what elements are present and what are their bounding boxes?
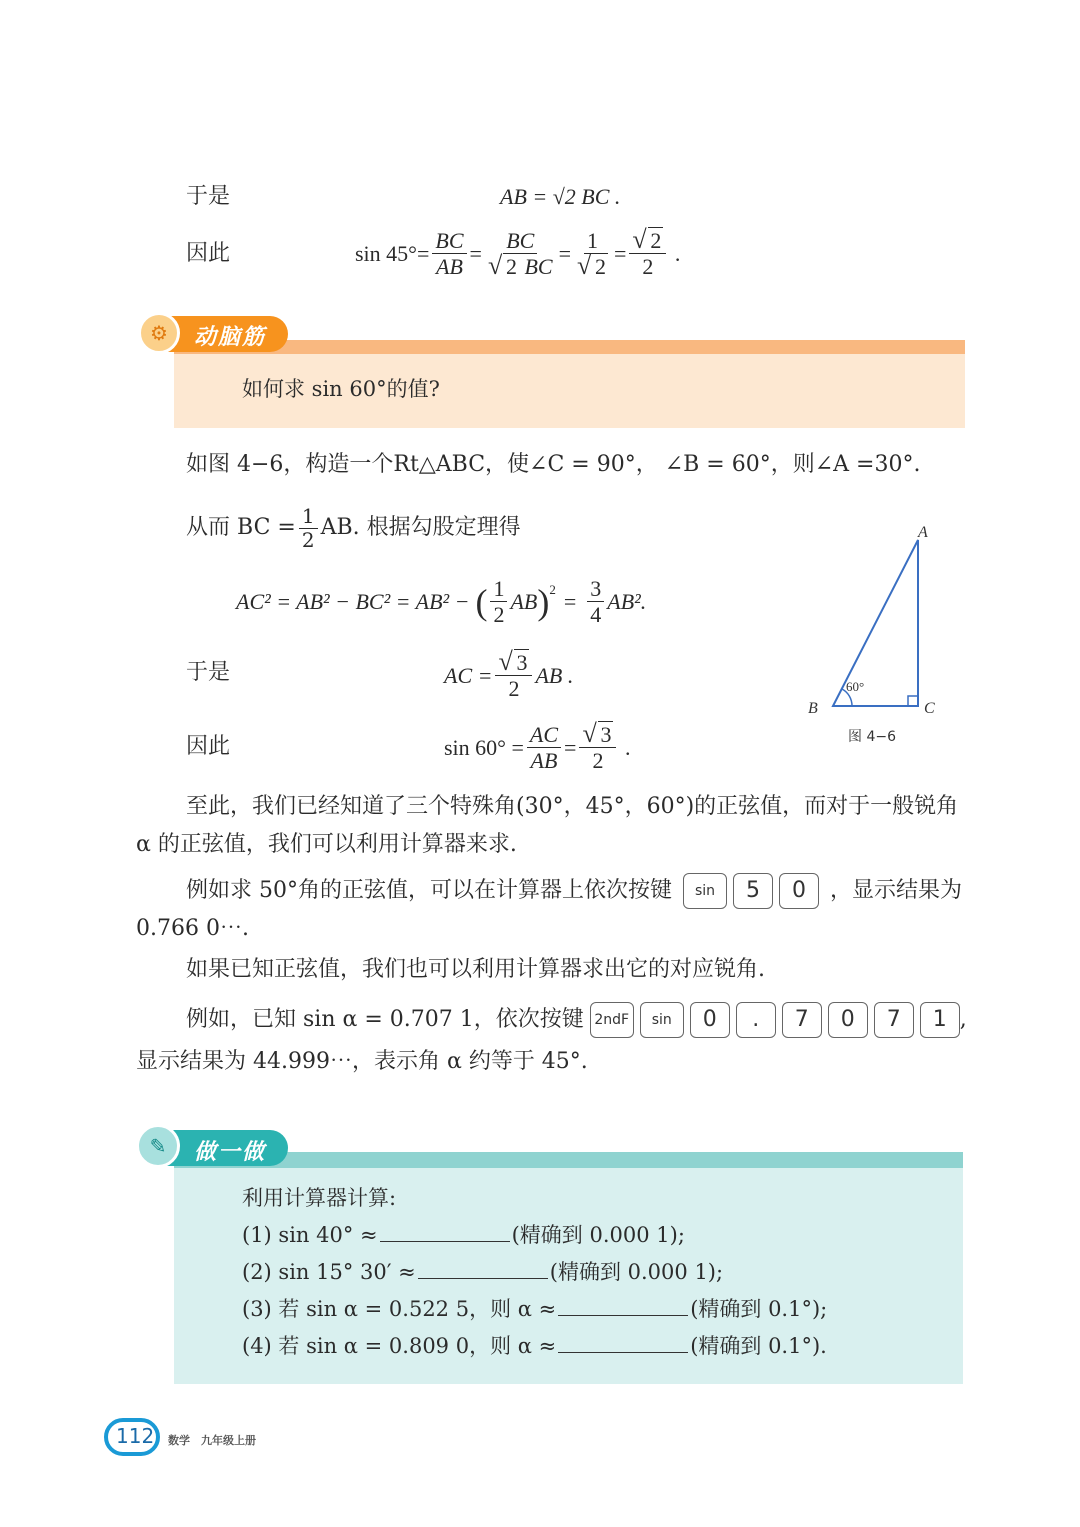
label-yinci-1: 因此 bbox=[186, 241, 231, 266]
book-title: 数学 九年级上册 bbox=[168, 1434, 256, 1447]
frac-3-4: $\frac{3}{4}$ bbox=[587, 576, 604, 628]
frac-num: 1 bbox=[584, 228, 601, 254]
frac-den: 2 bbox=[642, 254, 654, 280]
frac-half: $\frac{1}{2}$ bbox=[299, 505, 318, 552]
think-question: 如何求 sin 60°的值? bbox=[242, 377, 440, 401]
paragraph-construct: 如图 4−6，构造一个Rt△ABC，使∠C = 90°， ∠B = 60°，则∠A =30°. bbox=[186, 452, 921, 477]
think-title: 动脑筋 bbox=[194, 325, 267, 350]
paragraph-arcsin-example: 例如，已知 sin α = 0.707 1，依次按键 2ndF sin 0 . 7 0 7 1 , bbox=[186, 1002, 967, 1038]
key-sequence-2 bbox=[590, 1002, 960, 1038]
frac-sqrt2-2 bbox=[629, 228, 666, 280]
hand-icon: ✎ bbox=[136, 1124, 180, 1168]
calculator-key-7: 7 bbox=[782, 1002, 822, 1038]
frac-ac-ab: $\frac{AC}{AB}$ bbox=[527, 722, 561, 774]
answer-blank bbox=[558, 1297, 688, 1316]
formula-ac-eq: AC = √ $\frac{3}{2}$ AB . bbox=[444, 650, 573, 702]
sin45-lhs: sin 45°= bbox=[355, 240, 430, 266]
try-box-header-strip bbox=[174, 1152, 963, 1168]
exercise-item bbox=[242, 1297, 827, 1334]
exercise-precision: (精确到 0.1°). bbox=[690, 1334, 827, 1358]
sqrt-symbol: √ 2 bbox=[488, 254, 519, 279]
formula-sin60: sin 60° = $\frac{AC}{AB}$ = √ $\frac{3}{2}$ . bbox=[444, 722, 630, 774]
formula-ac-squared: AC² = AB² − BC² = AB² − ( $\frac{1}{2}$ AB ) $^2$ = $\frac{3}{4}$ AB². bbox=[236, 576, 647, 628]
formula-ab-sqrt2-bc: AB = √2 BC . bbox=[500, 184, 621, 209]
paragraph-bc-half: 从而 BC = $\frac{1}{2}$ AB. 根据勾股定理得 bbox=[186, 504, 521, 552]
answer-blank bbox=[380, 1223, 510, 1242]
try-intro: 利用计算器计算: bbox=[242, 1186, 397, 1210]
exercise-item bbox=[242, 1334, 827, 1371]
label-yushi-2: 于是 bbox=[186, 660, 231, 685]
exercise-precision: (精确到 0.000 1); bbox=[511, 1223, 685, 1247]
frac-sqrt3-2: √ $\frac{3}{2}$ bbox=[495, 650, 532, 702]
key-sequence-1 bbox=[683, 873, 819, 909]
try-list bbox=[242, 1223, 827, 1371]
calculator-key-0: 0 bbox=[690, 1002, 730, 1038]
answer-blank bbox=[418, 1260, 548, 1279]
exercise-prompt: (2) sin 15° 30′ ≈ bbox=[242, 1260, 416, 1284]
right-angle-mark bbox=[908, 696, 918, 706]
frac-num bbox=[629, 228, 666, 254]
calculator-key-0: 0 bbox=[779, 873, 819, 909]
label-a: A bbox=[918, 524, 928, 541]
angle-label: 60° bbox=[846, 679, 865, 694]
calculator-key-0: 0 bbox=[828, 1002, 868, 1038]
paragraph-special-angles: 至此，我们已经知道了三个特殊角(30°，45°，60°)的正弦值，而对于一般锐角 α 的正弦值，我们可以利用计算器来求. bbox=[136, 794, 959, 857]
frac-sqrt3-2: √ $\frac{3}{2}$ bbox=[579, 722, 616, 774]
calculator-key-sin: sin bbox=[640, 1002, 684, 1038]
exercise-precision: (精确到 0.000 1); bbox=[549, 1260, 724, 1284]
formula-sin45: sin 45°= $\frac{BC}{AB}$ = BC √ 2 BC = 1 √ 2 = √ $\frac{2}{2}$ . bbox=[355, 228, 680, 280]
exercise-prompt: (3) 若 sin α = 0.522 5，则 α ≈ bbox=[242, 1297, 557, 1321]
label-yinci-2: 因此 bbox=[186, 734, 231, 759]
sqrt-symbol: √ 2 bbox=[577, 254, 608, 279]
calculator-key-dot: . bbox=[736, 1002, 776, 1038]
exercise-item bbox=[242, 1260, 827, 1297]
answer-blank bbox=[558, 1334, 688, 1353]
frac-1-sqrt2 bbox=[574, 228, 611, 280]
calculator-key-2ndf: 2ndF bbox=[590, 1002, 634, 1038]
frac-den: AB bbox=[436, 254, 463, 280]
sqrt-symbol: √ 2 bbox=[632, 228, 663, 253]
exercise-prompt: (1) sin 40° ≈ bbox=[242, 1223, 378, 1247]
page-number: 112 bbox=[116, 1424, 155, 1448]
exercise-precision: (精确到 0.1°); bbox=[690, 1297, 828, 1321]
paragraph-calc-sin50: 例如求 50°角的正弦值，可以在计算器上依次按键 sin 5 0 ，显示结果为 0.766 0⋯. bbox=[136, 872, 966, 948]
calculator-key-1: 1 bbox=[920, 1002, 960, 1038]
frac-num: BC bbox=[432, 228, 466, 254]
try-title: 做一做 bbox=[194, 1140, 267, 1165]
frac-den bbox=[574, 254, 611, 279]
paragraph-inverse: 如果已知正弦值，我们也可以利用计算器求出它的对应锐角. bbox=[186, 957, 765, 982]
figure-triangle bbox=[800, 520, 950, 720]
frac-bc-ab bbox=[432, 228, 466, 280]
figure-caption: 图 4−6 bbox=[848, 729, 896, 745]
label-yushi-1: 于是 bbox=[186, 184, 231, 209]
calculator-key-5: 5 bbox=[733, 873, 773, 909]
calculator-key-7: 7 bbox=[874, 1002, 914, 1038]
calculator-key-sin: sin bbox=[683, 873, 727, 909]
label-c: C bbox=[924, 700, 935, 717]
paragraph-result-45: 显示结果为 44.999⋯，表示角 α 约等于 45°. bbox=[136, 1049, 588, 1074]
frac-half: $\frac{1}{2}$ bbox=[490, 576, 507, 628]
label-b: B bbox=[808, 700, 818, 717]
frac-bc-sqrt2bc bbox=[485, 228, 556, 280]
exercise-prompt: (4) 若 sin α = 0.809 0，则 α ≈ bbox=[242, 1334, 557, 1358]
gears-icon: ⚙ bbox=[138, 312, 180, 354]
frac-den: √ 2 BC bbox=[485, 254, 556, 279]
frac-num: BC bbox=[503, 228, 537, 254]
exercise-item bbox=[242, 1223, 827, 1260]
think-box-header-strip bbox=[174, 340, 965, 354]
